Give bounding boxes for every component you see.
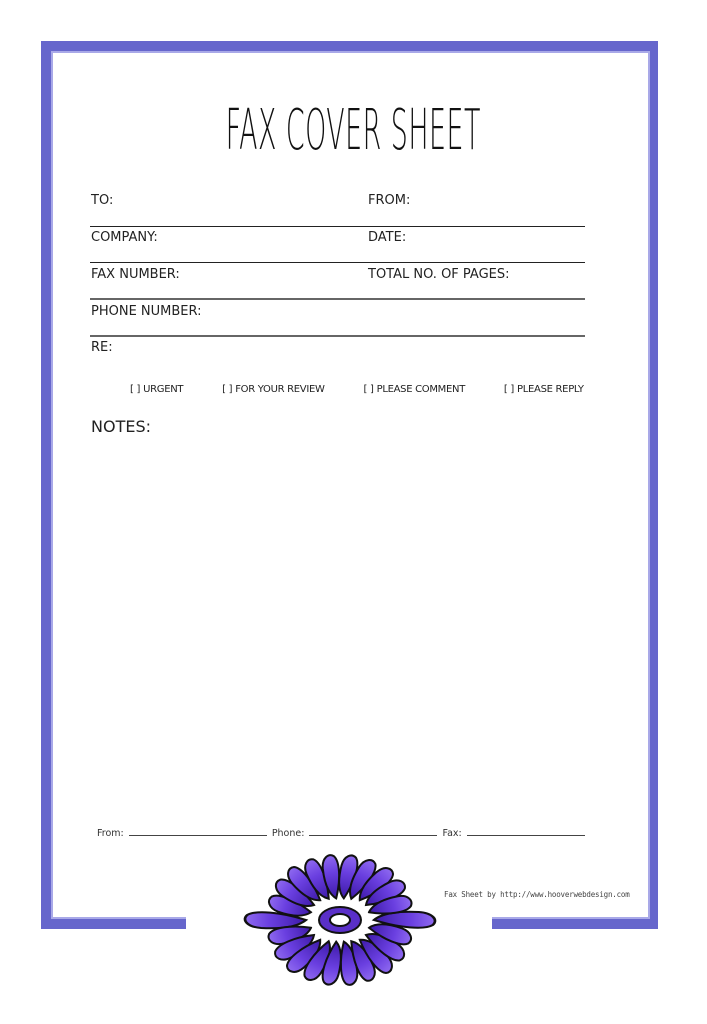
footer-from-blank[interactable] bbox=[129, 826, 267, 836]
option-for-your-review[interactable] bbox=[222, 384, 343, 395]
credit-text: Fax Sheet by http://www.hooverwebdesign.com bbox=[444, 890, 630, 899]
page-title: FAX COVER SHEET bbox=[225, 98, 481, 163]
date-label: DATE: bbox=[368, 230, 407, 245]
checkbox-urgent[interactable]: [ ] bbox=[130, 384, 141, 395]
checkbox-please-reply[interactable]: [ ] bbox=[503, 384, 515, 395]
frame-top-border bbox=[41, 41, 658, 51]
footer-from-label: From: bbox=[97, 828, 124, 839]
footer-fax-label: Fax: bbox=[442, 828, 462, 839]
re-label: RE: bbox=[91, 340, 113, 355]
option-please-comment[interactable] bbox=[364, 384, 484, 395]
flower-emblem-icon bbox=[208, 845, 478, 1005]
footer-fax-blank[interactable] bbox=[467, 826, 585, 836]
total-pages-label: TOTAL NO. OF PAGES: bbox=[368, 267, 510, 282]
frame-left-border bbox=[41, 41, 51, 929]
option-please-reply-label: PLEASE REPLY bbox=[517, 384, 584, 395]
notes-label: NOTES: bbox=[91, 417, 151, 436]
to-label: TO: bbox=[91, 193, 114, 208]
to-from-line[interactable] bbox=[90, 226, 585, 227]
footer-phone-blank[interactable] bbox=[309, 826, 437, 836]
company-date-line[interactable] bbox=[90, 262, 585, 263]
phone-line[interactable] bbox=[90, 335, 585, 337]
priority-options bbox=[130, 384, 620, 395]
fax-pages-line[interactable] bbox=[90, 298, 585, 300]
checkbox-for-your-review[interactable]: [ ] bbox=[222, 384, 233, 395]
frame-inner-stroke-bottom-left bbox=[51, 917, 186, 919]
from-label: FROM: bbox=[368, 193, 411, 208]
footer-phone-label: Phone: bbox=[271, 828, 305, 839]
notes-area[interactable] bbox=[91, 445, 585, 805]
frame-inner-stroke-bottom-right bbox=[492, 917, 648, 919]
option-urgent-label: URGENT bbox=[143, 384, 184, 395]
option-for-your-review-label: FOR YOUR REVIEW bbox=[235, 384, 325, 395]
phone-number-label: PHONE NUMBER: bbox=[91, 304, 202, 319]
option-urgent[interactable] bbox=[130, 384, 201, 395]
frame-bottom-right-border bbox=[492, 919, 658, 929]
footer-contact-line bbox=[97, 826, 587, 839]
option-please-reply[interactable] bbox=[504, 384, 602, 395]
option-please-comment-label: PLEASE COMMENT bbox=[376, 384, 466, 395]
fax-number-label: FAX NUMBER: bbox=[91, 267, 180, 282]
checkbox-please-comment[interactable]: [ ] bbox=[363, 384, 374, 395]
frame-bottom-left-border bbox=[41, 919, 186, 929]
company-label: COMPANY: bbox=[91, 230, 158, 245]
